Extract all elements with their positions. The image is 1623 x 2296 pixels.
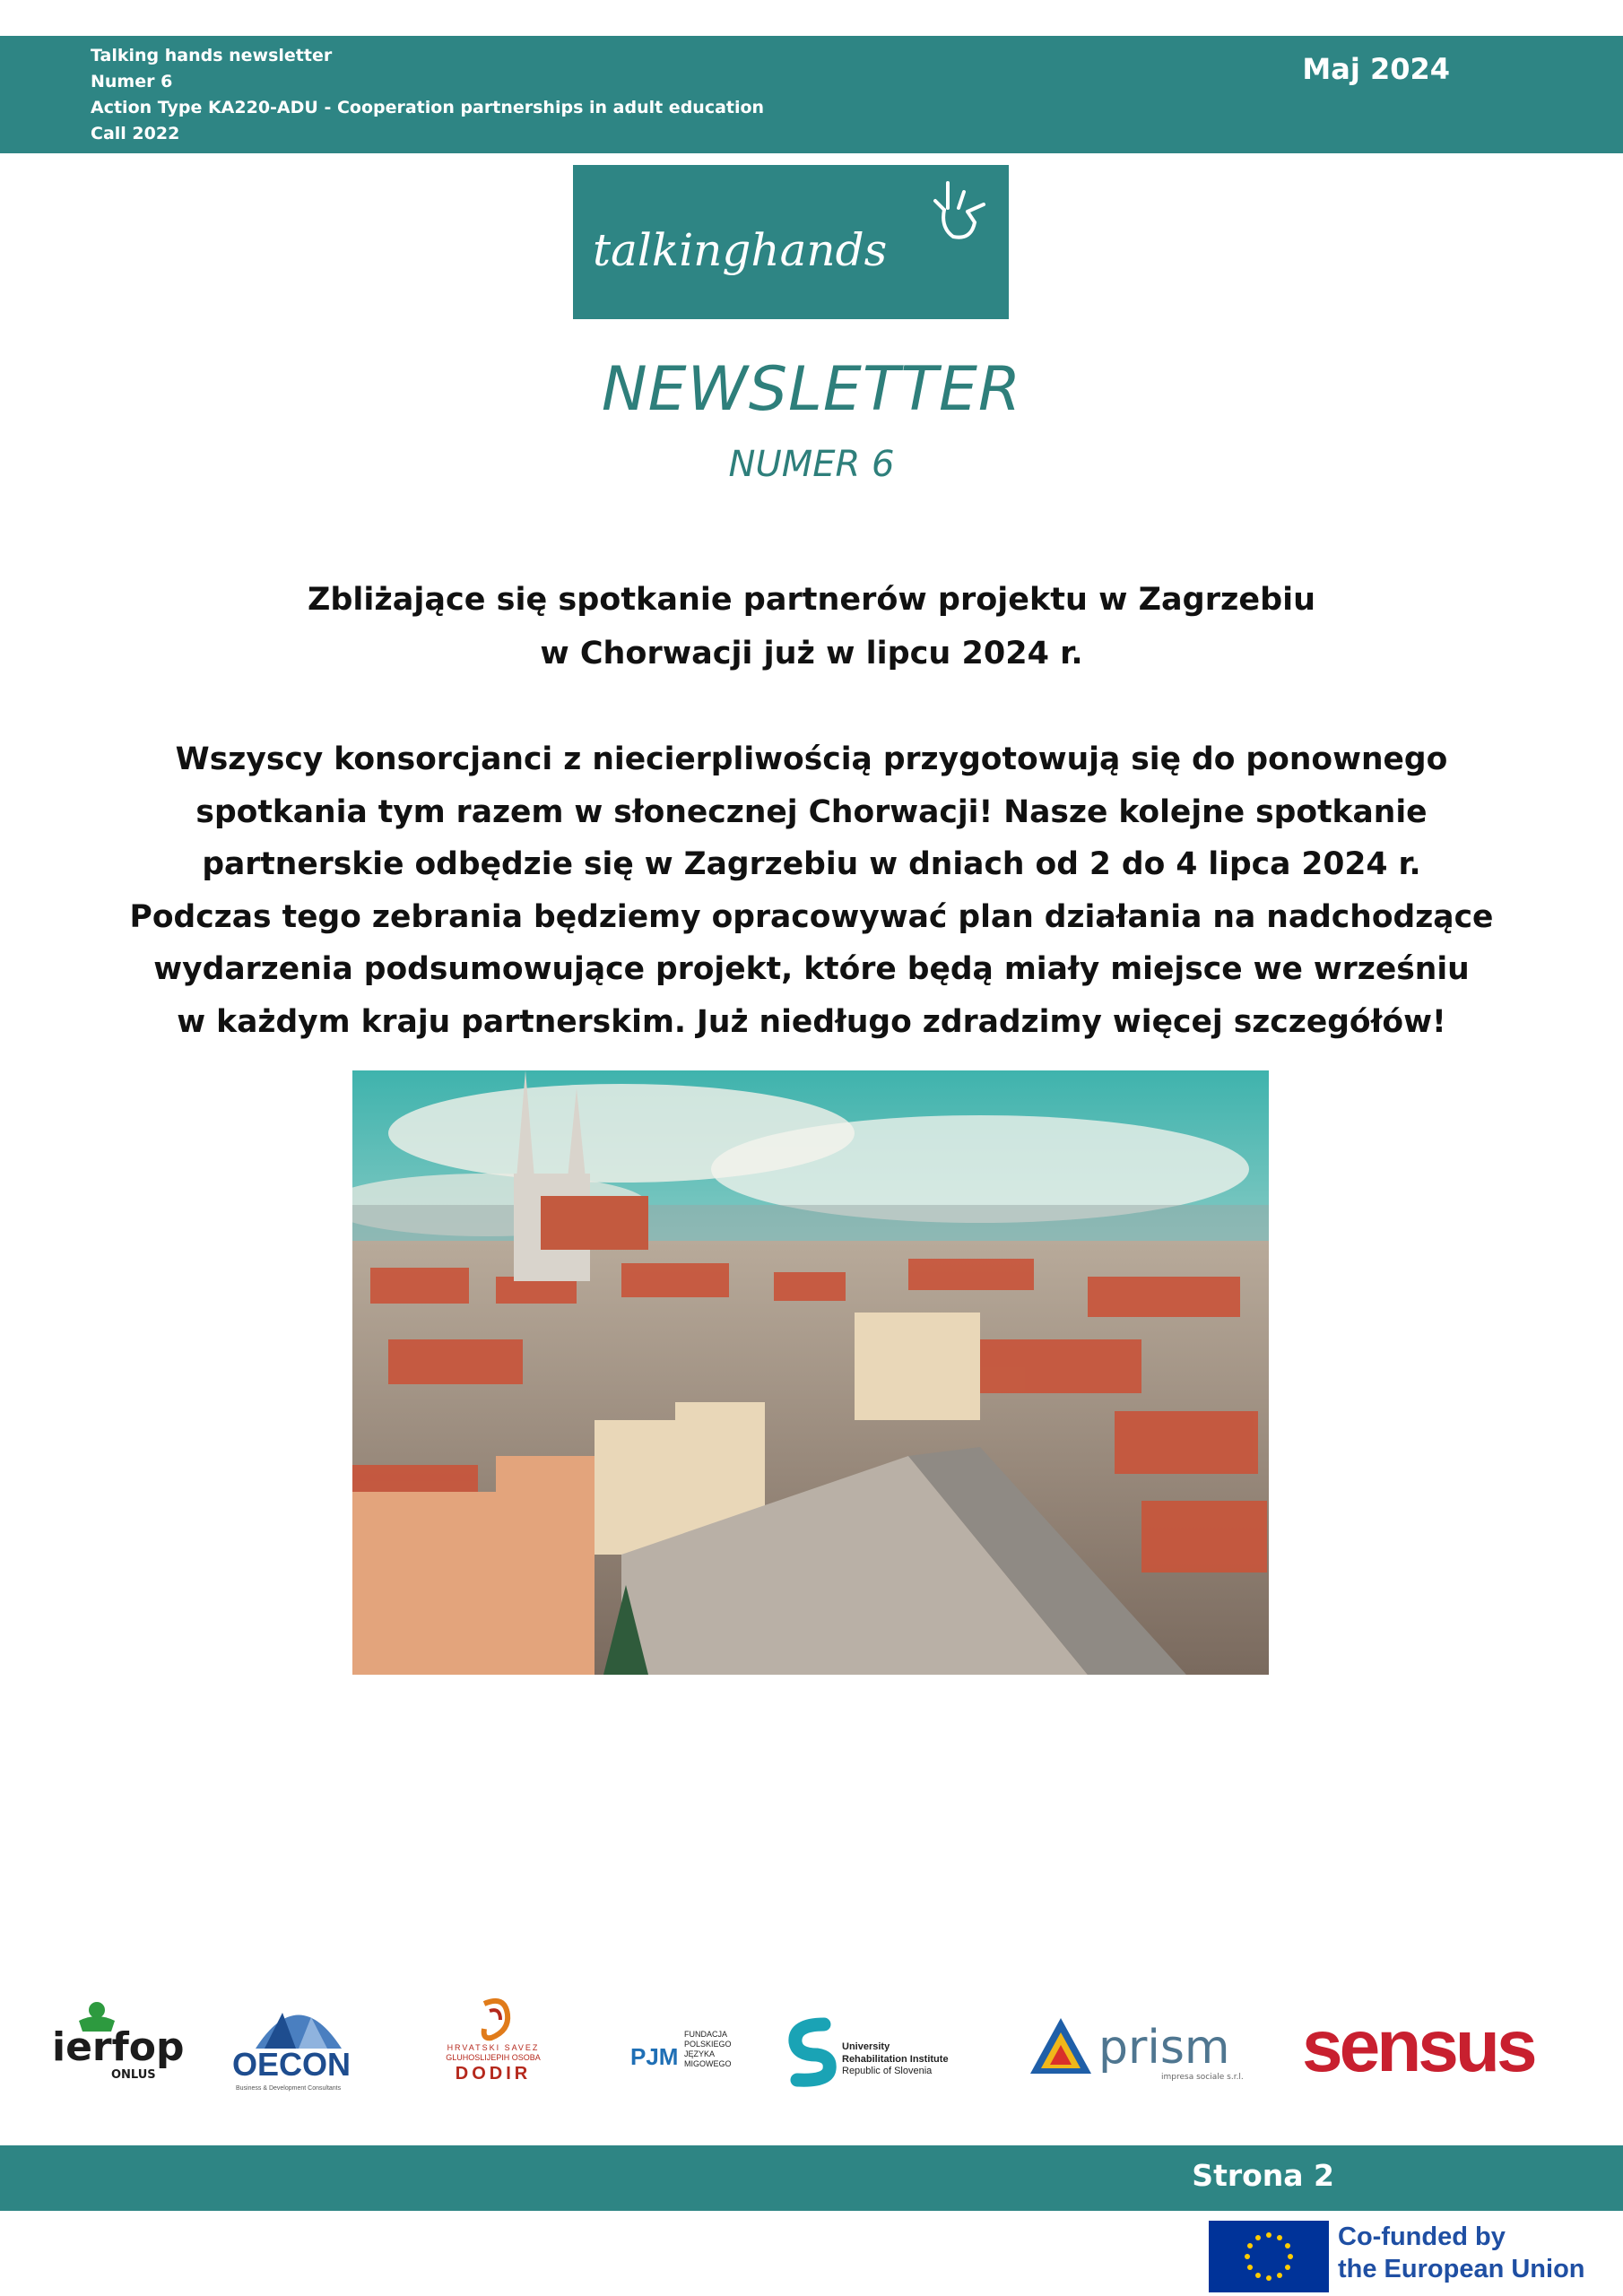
svg-text:DODIR: DODIR xyxy=(455,2064,532,2084)
talking-hands-logo xyxy=(573,165,1009,319)
svg-text:prism: prism xyxy=(1098,2021,1230,2075)
logo-wordmark: talkinghands xyxy=(593,224,888,276)
svg-text:OECON: OECON xyxy=(232,2046,352,2083)
page-number: Strona 2 xyxy=(1192,2158,1334,2193)
body-line: w każdym kraju partnerskim. Już niedługo zdradzimy więcej szczegółów! xyxy=(177,1003,1446,1040)
svg-text:ONLUS: ONLUS xyxy=(111,2068,156,2082)
article-headline: w Chorwacji już w lipcu 2024 r. xyxy=(540,636,1083,671)
svg-text:JĘZYKA: JĘZYKA xyxy=(684,2049,716,2058)
pjm-foundation-logo xyxy=(630,2022,738,2075)
uri-soca-logo xyxy=(785,2017,964,2089)
svg-text:Business & Development Consult: Business & Development Consultants xyxy=(236,2085,342,2092)
dodir-logo xyxy=(429,1995,559,2084)
oecon-logo xyxy=(229,1986,368,2093)
svg-text:sensus: sensus xyxy=(1302,2008,1534,2084)
header-line: Action Type KA220-ADU - Cooperation partnerships in adult education xyxy=(91,98,765,117)
header-line: Talking hands newsletter xyxy=(91,46,333,65)
newsletter-title: NEWSLETTER xyxy=(601,354,1022,425)
svg-text:ierfop: ierfop xyxy=(52,2024,185,2070)
svg-text:GLUHOSLIJEPIH OSOBA: GLUHOSLIJEPIH OSOBA xyxy=(446,2053,541,2062)
header-line: Numer 6 xyxy=(91,72,173,91)
eu-line: the European Union xyxy=(1338,2255,1585,2283)
ear-icon xyxy=(484,2001,508,2038)
ierfop-logo xyxy=(52,1999,187,2084)
zagreb-city-photo xyxy=(352,1070,1269,1675)
header-line: Call 2022 xyxy=(91,124,180,143)
issue-date: Maj 2024 xyxy=(1302,52,1450,86)
svg-text:HRVATSKI SAVEZ: HRVATSKI SAVEZ xyxy=(447,2043,540,2052)
eu-line: Co-funded by xyxy=(1338,2222,1506,2251)
ierfop-figure-icon xyxy=(89,2002,105,2018)
svg-text:Rehabilitation Institute: Rehabilitation Institute xyxy=(842,2054,949,2065)
prism-logo xyxy=(1027,2013,1278,2084)
eu-flag-icon xyxy=(1209,2221,1329,2292)
talking-hands-logo-graphic xyxy=(573,165,1009,319)
eu-cofunded-label xyxy=(1338,2221,1585,2285)
svg-text:MIGOWEGO: MIGOWEGO xyxy=(684,2059,732,2068)
article-body xyxy=(72,733,1551,1048)
footer-bar xyxy=(0,2145,1623,2211)
header-info xyxy=(91,43,764,147)
svg-text:impresa sociale s.r.l.: impresa sociale s.r.l. xyxy=(1161,2073,1244,2082)
hand-sign-icon xyxy=(935,183,984,238)
uri-s-icon xyxy=(795,2024,829,2080)
body-line: Wszyscy konsorcjanci z niecierpliwością przygotowują się do ponownego xyxy=(175,741,1448,777)
newsletter-number: NUMER 6 xyxy=(728,444,895,485)
svg-text:PJM: PJM xyxy=(630,2043,679,2070)
article-headline: Zbliżające się spotkanie partnerów projektu w Zagrzebiu xyxy=(307,582,1316,618)
svg-text:Republic of Slovenia: Republic of Slovenia xyxy=(842,2066,933,2076)
svg-text:POLSKIEGO: POLSKIEGO xyxy=(684,2040,732,2049)
body-line: Podczas tego zebrania będziemy opracowywać plan działania na nadchodzące xyxy=(129,898,1494,935)
body-line: wydarzenia podsumowujące projekt, które będą miały miejsce we wrześniu xyxy=(153,951,1470,987)
svg-text:FUNDACJA: FUNDACJA xyxy=(684,2030,728,2039)
body-line: spotkania tym razem w słonecznej Chorwacji! Nasze kolejne spotkanie xyxy=(195,793,1428,830)
sensus-logo xyxy=(1300,2008,1578,2084)
svg-text:University: University xyxy=(842,2041,890,2052)
body-line: partnerskie odbędzie się w Zagrzebiu w dniach od 2 do 4 lipca 2024 r. xyxy=(202,846,1421,882)
